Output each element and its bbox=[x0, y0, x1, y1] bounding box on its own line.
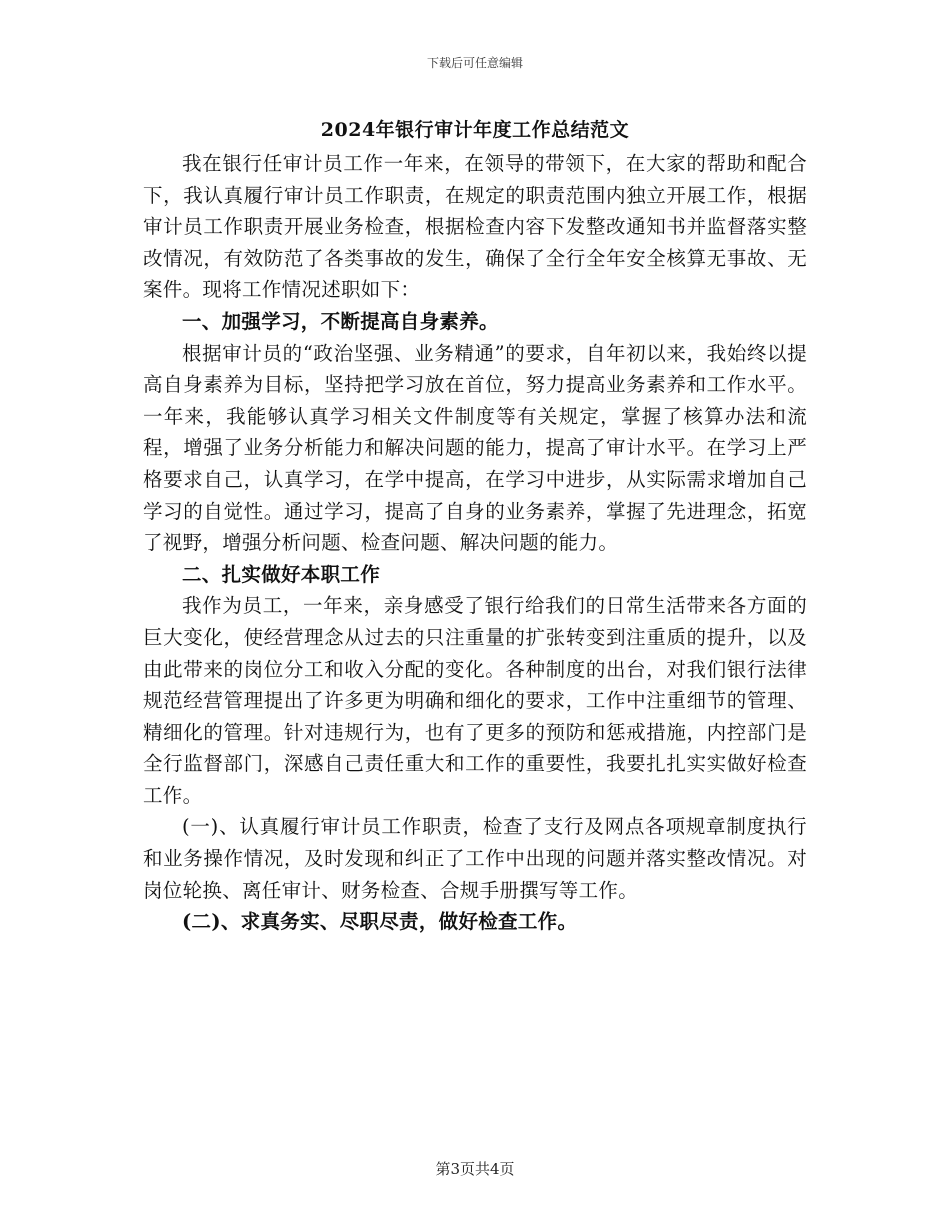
section-heading-2: 二、扎实做好本职工作 bbox=[182, 562, 381, 586]
paragraph-intro: 我在银行任审计员工作一年来，在领导的带领下，在大家的帮助和配合下，我认真履行审计员工作职责，在规定的职责范围内独立开展工作，根据审计员工作职责开展业务检查，根据检查内容下发整改通知书并监督落实整改情况，有效防范了各类事故的发生，确保了全行全年安全核算无事故、无案件。现将工作情况述职如下： bbox=[143, 152, 807, 302]
section-heading-1: 一、加强学习，不断提高自身素养。 bbox=[182, 309, 499, 333]
document-title: 2024年银行审计年度工作总结范文 bbox=[320, 119, 630, 141]
paragraph-duty-1: (一)、认真履行审计员工作职责，检查了支行及网点各项规章制度执行和业务操作情况，及时发现和纠正了工作中出现的问题并落实整改情况。对岗位轮换、离任审计、财务检查、合规手册撰写等工作。 bbox=[143, 815, 807, 902]
header-note: 下载后可任意编辑 bbox=[426, 56, 523, 70]
document-body bbox=[143, 148, 807, 938]
subsection-heading-2: (二)、求真务实、尽职尽责，做好检查工作。 bbox=[182, 910, 578, 934]
page-number: 第3页共4页 bbox=[435, 1160, 515, 1178]
paragraph-study: 根据审计员的“政治坚强、业务精通”的要求，自年初以来，我始终以提高自身素养为目标，坚持把学习放在首位，努力提高业务素养和工作水平。一年来，我能够认真学习相关文件制度等有关规定，掌握了核算办法和流程，增强了业务分析能力和解决问题的能力，提高了审计水平。在学习上严格要求自己，认真学习，在学中提高，在学习中进步，从实际需求增加自己学习的自觉性。通过学习，提高了自身的业务素养，掌握了先进理念，拓宽了视野，增强分析问题、检查问题、解决问题的能力。 bbox=[143, 341, 807, 555]
paragraph-work: 我作为员工，一年来，亲身感受了银行给我们的日常生活带来各方面的巨大变化，使经营理念从过去的只注重量的扩张转变到注重质的提升，以及由此带来的岗位分工和收入分配的变化。各种制度的出台，对我们银行法律规范经营管理提出了许多更为明确和细化的要求，工作中注重细节的管理、精细化的管理。针对违规行为，也有了更多的预防和惩戒措施，内控部门是全行监督部门，深感自己责任重大和工作的重要性，我要扎扎实实做好检查工作。 bbox=[143, 594, 807, 807]
